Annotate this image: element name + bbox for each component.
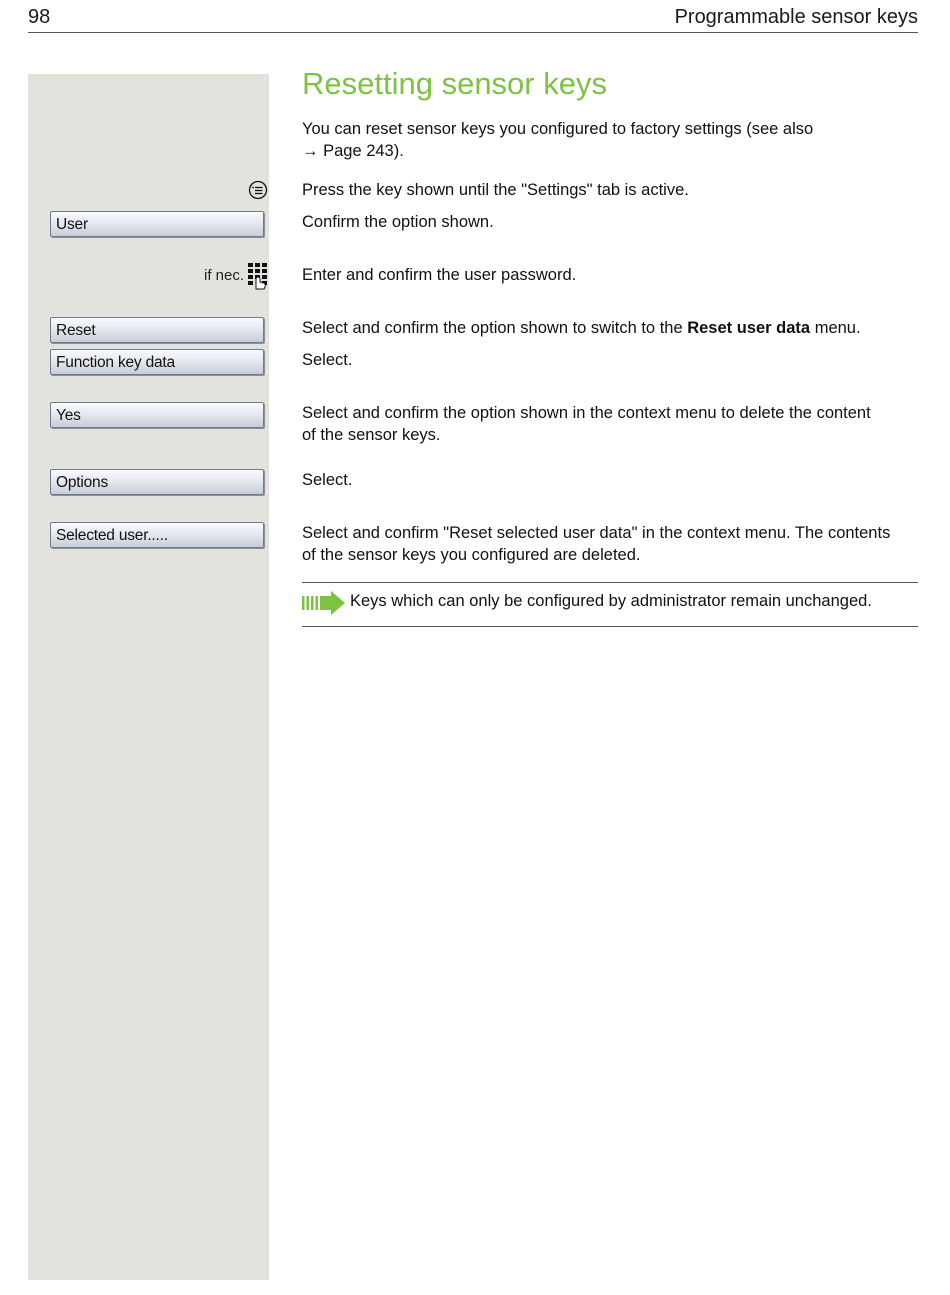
intro-text	[302, 119, 922, 162]
step-yes	[302, 403, 922, 446]
step-select-options: Select.	[302, 471, 353, 489]
header-divider	[28, 32, 918, 33]
note-top-divider	[302, 582, 918, 583]
intro-line-1: You can reset sensor keys you configured to factory settings (see also	[302, 120, 814, 138]
note-bottom-divider	[302, 626, 918, 627]
page-title: Resetting sensor keys	[302, 66, 607, 101]
menu-key-icon[interactable]	[248, 180, 268, 200]
intro-line-2: → Page 243).	[302, 141, 404, 160]
step-selected-line-1: Select and confirm "Reset selected user data" in the context menu. The contents	[302, 524, 891, 542]
step-reset	[302, 318, 932, 340]
reset-user-data-menu-name: Reset user data	[687, 319, 811, 337]
page-number: 98	[28, 6, 51, 28]
function-key-data-button[interactable]: Function key data	[50, 349, 264, 375]
step-press-key: Press the key shown until the "Settings" tab is active.	[302, 181, 689, 199]
keypad-icon[interactable]	[247, 262, 269, 290]
step-selected-line-2: of the sensor keys you configured are deleted.	[302, 545, 641, 564]
yes-key-button[interactable]: Yes	[50, 402, 264, 428]
section-title: Programmable sensor keys	[674, 6, 918, 28]
step-enter-password: Enter and confirm the user password.	[302, 266, 577, 284]
options-key-button[interactable]: Options	[50, 469, 264, 495]
step-reset-pre: Select and confirm the option shown to switch to the	[302, 319, 688, 337]
step-reset-post: menu.	[810, 319, 861, 337]
sidebar-panel	[28, 74, 269, 1280]
reset-key-button[interactable]: Reset	[50, 317, 264, 343]
if-necessary-label: if nec.	[204, 267, 245, 284]
green-arrow-icon	[302, 590, 346, 616]
step-yes-line-1: Select and confirm the option shown in the context menu to delete the content	[302, 404, 871, 422]
selected-user-key-button[interactable]: Selected user.....	[50, 522, 264, 548]
step-confirm-option: Confirm the option shown.	[302, 213, 494, 231]
user-key-button[interactable]: User	[50, 211, 264, 237]
step-select-function: Select.	[302, 351, 353, 369]
step-yes-line-2: of the sensor keys.	[302, 425, 441, 444]
step-selected-user	[302, 523, 932, 566]
note-text: Keys which can only be configured by administrator remain unchanged.	[350, 592, 872, 610]
